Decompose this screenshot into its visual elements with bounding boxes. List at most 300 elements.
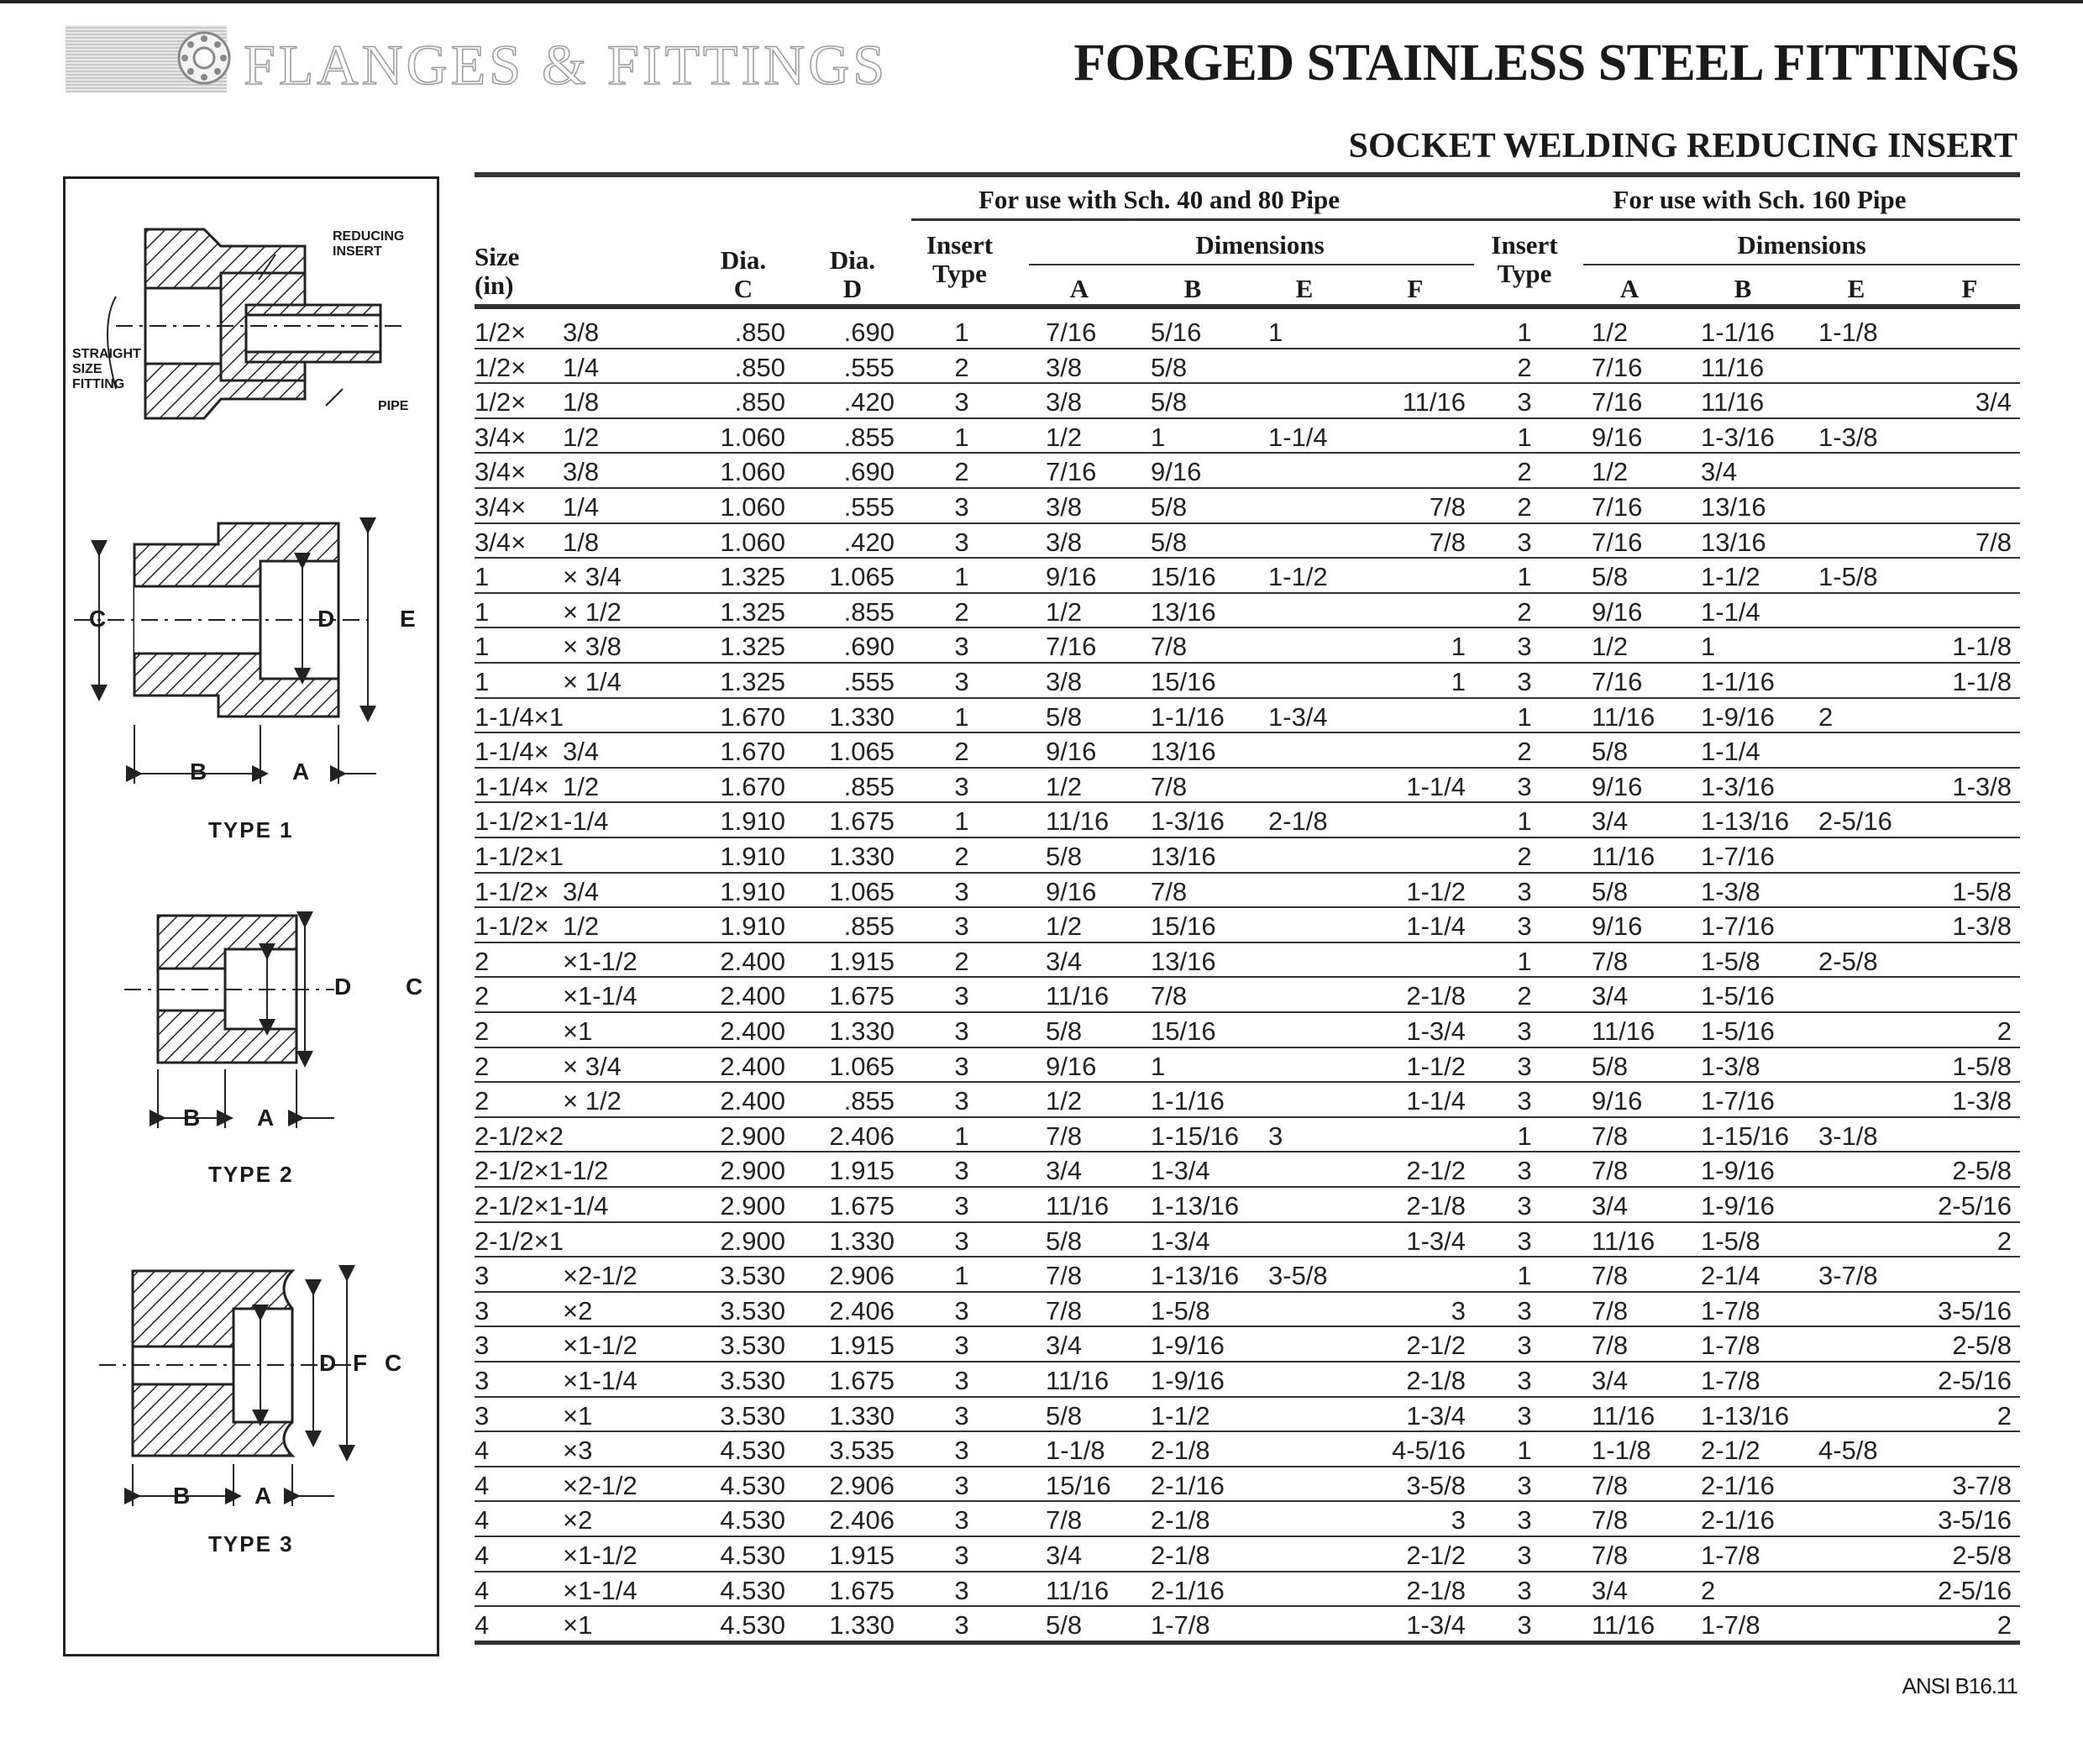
cell-d: 1.330 [829, 1016, 895, 1046]
cell-b2: 1-1/16 [1701, 667, 1775, 696]
cell-a2: 1/2 [1592, 457, 1629, 487]
cell-size-b: ×1-1/4 [563, 1366, 637, 1395]
cell-t2: 3 [1517, 632, 1532, 662]
cell-b2: 1-1/16 [1701, 318, 1775, 347]
cell-a2: 5/8 [1592, 562, 1629, 592]
cell-t2: 3 [1517, 1366, 1532, 1395]
cell-t1: 3 [954, 771, 969, 801]
cell-e1: 1 [1268, 318, 1283, 347]
cell-b2: 1-1/2 [1701, 562, 1760, 592]
table-row [475, 454, 2020, 489]
cell-b2: 1-7/8 [1701, 1295, 1760, 1326]
col-a-1: A [1069, 274, 1089, 303]
cell-b1: 1-7/8 [1151, 1610, 1210, 1641]
table-row [475, 1013, 2020, 1048]
cell-b1: 13/16 [1151, 596, 1216, 627]
cell-f2: 1-5/8 [1952, 876, 2012, 906]
standard-note: ANSI B16.11 [1902, 1673, 2017, 1698]
cell-b2: 1-1/4 [1701, 737, 1760, 767]
cell-c: 1.060 [720, 492, 785, 522]
cell-c: 4.530 [720, 1575, 785, 1605]
cell-a1: 3/8 [1046, 352, 1083, 382]
cell-b1: 7/8 [1151, 876, 1188, 906]
cell-t1: 1 [954, 318, 969, 347]
cell-f2: 3-7/8 [1952, 1470, 2012, 1500]
cell-a2: 9/16 [1592, 911, 1643, 942]
cell-b2: 11/16 [1701, 352, 1765, 382]
cell-t2: 2 [1517, 457, 1532, 487]
cell-b2: 1-7/8 [1701, 1331, 1760, 1361]
cell-b2: 1-7/8 [1701, 1610, 1760, 1641]
cell-a1: 7/16 [1046, 632, 1097, 662]
cell-size-b: × 3/4 [563, 1051, 622, 1081]
cell-size-b: 3/4 [563, 737, 600, 767]
cell-b1: 1-5/8 [1151, 1295, 1210, 1326]
cell-b1: 1-3/4 [1151, 1156, 1210, 1186]
dia-d-header: Dia. [829, 245, 876, 275]
cell-t1: 3 [954, 1016, 969, 1046]
cell-a1: 11/16 [1046, 1575, 1110, 1605]
cell-b1: 2-1/16 [1151, 1470, 1225, 1500]
cell-d: 1.675 [829, 1191, 895, 1221]
cell-size-a: 2 [475, 1051, 490, 1081]
cell-a2: 7/16 [1592, 492, 1643, 522]
cell-size-b: ×1 [563, 1016, 593, 1046]
top-border [0, 0, 2083, 3]
cell-b2: 1-7/16 [1701, 1086, 1775, 1116]
cell-b1: 2-1/8 [1151, 1436, 1210, 1466]
table-row [475, 1572, 2020, 1608]
cell-t2: 1 [1517, 1436, 1532, 1466]
cell-a1: 9/16 [1046, 562, 1097, 592]
cell-f2: 2-5/16 [1938, 1575, 2012, 1605]
cell-b2: 1-3/16 [1701, 422, 1775, 452]
cell-size-b: ×2 [563, 1295, 593, 1326]
cell-b2: 1-15/16 [1701, 1121, 1790, 1151]
cell-a1: 5/8 [1046, 1610, 1083, 1641]
type3-diagram [99, 1271, 351, 1506]
cell-size-b: 1/2 [563, 771, 600, 801]
table-row [475, 1398, 2020, 1433]
cell-size-b: 1/8 [563, 527, 600, 557]
cell-b1: 9/16 [1151, 457, 1202, 487]
cell-b2: 1-5/16 [1701, 981, 1775, 1011]
type1-label: TYPE 1 [208, 817, 294, 843]
col-e-1: E [1295, 274, 1314, 303]
cell-size-b: 1/4 [563, 492, 600, 522]
cell-a1: 3/8 [1046, 492, 1083, 522]
cell-f2: 1-5/8 [1952, 1051, 2012, 1081]
cell-d: 1.330 [829, 1610, 895, 1641]
cell-size-b: × 3/4 [563, 562, 622, 592]
cell-t1: 3 [954, 1505, 969, 1536]
cell-size-a: 4 [475, 1575, 490, 1605]
cell-f2: 2 [1996, 1400, 2012, 1431]
cell-b2: 1-9/16 [1701, 1156, 1775, 1186]
cell-t2: 1 [1517, 562, 1532, 592]
cell-a1: 15/16 [1046, 1470, 1111, 1500]
cell-f2: 7/8 [1975, 527, 2012, 557]
page-title: FORGED STAINLESS STEEL FITTINGS [1073, 34, 2019, 92]
cell-a2: 3/4 [1592, 806, 1629, 837]
cell-size-b: 3/4 [563, 876, 600, 906]
cell-t1: 3 [954, 1470, 969, 1500]
cell-size-a: 4 [475, 1505, 490, 1536]
dimensions-header-1: Dimensions [1195, 230, 1325, 260]
cell-f2: 2 [1996, 1226, 2012, 1256]
cell-c: 4.530 [720, 1541, 785, 1570]
cell-d: 1.065 [829, 737, 895, 767]
cell-t2: 1 [1517, 1261, 1532, 1291]
cell-t2: 1 [1517, 806, 1532, 837]
cell-f1: 1-3/4 [1406, 1400, 1466, 1431]
cell-a1: 3/4 [1046, 1156, 1083, 1186]
cell-t1: 3 [954, 876, 969, 906]
type1-dim-d: D [317, 606, 335, 632]
cell-t1: 3 [954, 1051, 969, 1081]
cell-size-b: × 1/2 [563, 596, 622, 627]
cell-b1: 5/8 [1151, 492, 1188, 522]
cell-c: 1.060 [720, 422, 785, 452]
cell-a2: 7/8 [1592, 1261, 1629, 1291]
cell-a2: 7/8 [1592, 946, 1629, 976]
cell-t1: 3 [954, 667, 969, 696]
cell-f2: 1-1/8 [1952, 667, 2012, 696]
cell-size-a: 3 [475, 1366, 490, 1395]
cell-a2: 5/8 [1592, 876, 1629, 906]
cell-b1: 7/8 [1151, 632, 1188, 662]
table-row [475, 1083, 2020, 1118]
cell-a2: 7/8 [1592, 1541, 1629, 1570]
cell-size-b: 1/4 [563, 352, 600, 382]
cell-t1: 1 [954, 701, 969, 732]
cell-e1: 1-3/4 [1268, 701, 1328, 732]
table-row [475, 1048, 2020, 1084]
cell-c: 2.400 [720, 1016, 785, 1046]
cell-a1: 3/4 [1046, 1331, 1083, 1361]
cell-a2: 3/4 [1592, 1366, 1629, 1395]
cell-size-a: 4 [475, 1470, 490, 1500]
cell-d: 1.915 [829, 1156, 895, 1186]
cell-t2: 3 [1517, 667, 1532, 696]
cell-b1: 5/8 [1151, 387, 1188, 417]
cell-size-b: ×3 [563, 1436, 593, 1466]
cell-t2: 1 [1517, 946, 1532, 976]
cell-c: 1.060 [720, 457, 785, 487]
cell-b1: 1-3/4 [1151, 1226, 1210, 1256]
cell-size-a: 2 [475, 981, 490, 1011]
type1-dim-b: B [190, 759, 207, 785]
table-row [475, 489, 2020, 524]
size-unit: (in) [475, 270, 514, 300]
cell-t2: 3 [1517, 1400, 1532, 1431]
brand-name: FLANGES & FITTINGS [244, 33, 889, 97]
cell-b2: 1-1/4 [1701, 596, 1760, 627]
diagram-panel [63, 176, 439, 1656]
cell-b2: 1-9/16 [1701, 1191, 1775, 1221]
cell-a2: 9/16 [1592, 771, 1643, 801]
cell-b1: 2-1/8 [1151, 1505, 1210, 1536]
cell-e2: 2-5/8 [1818, 946, 1878, 976]
cell-f1: 1 [1451, 632, 1466, 662]
cell-e2: 2-5/16 [1818, 806, 1892, 837]
cell-f1: 3-5/8 [1406, 1470, 1466, 1500]
cell-a2: 11/16 [1592, 701, 1655, 732]
cell-size-a: 1-1/2×1 [475, 842, 564, 871]
cell-size-a: 1/2× [475, 318, 527, 347]
cell-b1: 15/16 [1151, 562, 1216, 592]
cell-c: 2.400 [720, 981, 785, 1011]
table-row [475, 1502, 2020, 1537]
cell-t1: 1 [954, 422, 969, 452]
cell-size-a: 1/2× [475, 387, 527, 417]
cell-c: 4.530 [720, 1610, 785, 1641]
cell-e1: 3 [1268, 1121, 1283, 1151]
cell-c: 2.900 [720, 1156, 785, 1186]
cell-d: .855 [843, 911, 895, 942]
cell-c: 1.325 [720, 596, 785, 627]
cell-t1: 2 [954, 457, 969, 487]
cell-e2: 3-1/8 [1818, 1121, 1878, 1151]
cell-b1: 5/16 [1151, 318, 1202, 347]
cell-size-a: 2-1/2×2 [475, 1121, 564, 1151]
cell-t2: 3 [1517, 1191, 1532, 1221]
cell-t2: 1 [1517, 1121, 1532, 1151]
page-subtitle: SOCKET WELDING REDUCING INSERT [1348, 127, 2017, 165]
flange-emblem-icon [173, 27, 235, 89]
cell-t2: 3 [1517, 1610, 1532, 1641]
cell-t1: 3 [954, 911, 969, 942]
cell-d: .855 [843, 771, 895, 801]
table-row [475, 1293, 2020, 1328]
cell-f1: 1-3/4 [1406, 1226, 1466, 1256]
cell-d: 1.915 [829, 946, 895, 976]
table-row [475, 943, 2020, 979]
cell-c: .850 [734, 387, 785, 417]
cell-a1: 9/16 [1046, 1051, 1097, 1081]
cell-t2: 3 [1517, 1470, 1532, 1500]
cell-t1: 3 [954, 1191, 969, 1221]
cell-c: 3.530 [720, 1295, 785, 1326]
cell-d: 1.675 [829, 1366, 895, 1395]
cell-size-a: 1/2× [475, 352, 527, 382]
cell-f2: 1-3/8 [1952, 1086, 2012, 1116]
cell-b2: 1-13/16 [1701, 806, 1790, 837]
cell-t2: 2 [1517, 492, 1532, 522]
type3-dim-d: D [319, 1350, 337, 1376]
cell-a2: 7/8 [1592, 1156, 1629, 1186]
cell-size-b: × 1/2 [563, 1086, 622, 1116]
cell-b1: 1 [1151, 1051, 1166, 1081]
cell-t1: 2 [954, 352, 969, 382]
cell-t2: 3 [1517, 1575, 1532, 1605]
cell-e1: 1-1/4 [1268, 422, 1328, 452]
cell-size-a: 3/4× [475, 457, 527, 487]
cell-a1: 3/4 [1046, 946, 1083, 976]
cell-b2: 1-13/16 [1701, 1400, 1790, 1431]
group-rule [911, 218, 2020, 221]
cell-e1: 1-1/2 [1268, 562, 1328, 592]
cell-b2: 1-9/16 [1701, 701, 1775, 732]
cell-f1: 11/16 [1402, 387, 1466, 417]
cell-a1: 11/16 [1046, 806, 1110, 837]
cell-t2: 3 [1517, 527, 1532, 557]
cell-b2: 1-7/8 [1701, 1366, 1760, 1395]
cell-size-b: 1/8 [563, 387, 600, 417]
cell-size-a: 1 [475, 667, 490, 696]
cell-t2: 2 [1517, 842, 1532, 871]
cell-d: 1.915 [829, 1331, 895, 1361]
cell-a1: 1/2 [1046, 1086, 1083, 1116]
cell-t1: 2 [954, 596, 969, 627]
type2-dim-a: A [257, 1105, 275, 1131]
cell-a2: 7/8 [1592, 1295, 1629, 1326]
cell-c: 3.530 [720, 1366, 785, 1395]
cell-f2: 3/4 [1975, 387, 2012, 417]
cell-b2: 13/16 [1701, 492, 1766, 522]
type-header-2: Type [1497, 259, 1552, 288]
cell-t1: 1 [954, 1121, 969, 1151]
cell-a2: 5/8 [1592, 737, 1629, 767]
cell-d: .555 [843, 492, 895, 522]
cell-t1: 3 [954, 1575, 969, 1605]
table-row [475, 628, 2020, 664]
cell-f2: 2-5/16 [1938, 1191, 2012, 1221]
cell-a1: 5/8 [1046, 701, 1083, 732]
cell-t2: 3 [1517, 1505, 1532, 1536]
cell-d: .420 [843, 387, 895, 417]
cell-f1: 1-1/4 [1406, 771, 1466, 801]
cell-a2: 9/16 [1592, 422, 1643, 452]
cell-b2: 1-5/16 [1701, 1016, 1775, 1046]
col-f-1: F [1407, 274, 1424, 303]
cell-t1: 1 [954, 1261, 969, 1291]
cell-a2: 9/16 [1592, 596, 1643, 627]
table-row [475, 1257, 2020, 1293]
cell-b1: 1-1/16 [1151, 1086, 1225, 1116]
cell-t1: 3 [954, 1436, 969, 1466]
type2-dim-c: C [406, 974, 423, 1000]
cell-t2: 3 [1517, 387, 1532, 417]
cell-t2: 3 [1517, 1016, 1532, 1046]
cell-t1: 3 [954, 492, 969, 522]
type3-dim-f: F [353, 1350, 368, 1376]
cell-t1: 3 [954, 1156, 969, 1186]
cell-f2: 1-3/8 [1952, 771, 2012, 801]
cell-size-a: 1-1/2× [475, 876, 549, 906]
cell-c: 1.325 [720, 632, 785, 662]
type1-diagram [74, 523, 376, 784]
cell-t2: 2 [1517, 352, 1532, 382]
cell-t1: 2 [954, 737, 969, 767]
table-row [475, 664, 2020, 699]
cell-b1: 1-9/16 [1151, 1331, 1225, 1361]
cell-b1: 1-15/16 [1151, 1121, 1240, 1151]
cell-e1: 2-1/8 [1268, 806, 1328, 837]
cell-a1: 3/8 [1046, 527, 1083, 557]
cell-size-a: 3/4× [475, 527, 527, 557]
dim-rule-2 [1583, 264, 2020, 265]
table-row [475, 769, 2020, 804]
type-header-1: Type [932, 259, 987, 288]
cell-f2: 2 [1996, 1610, 2012, 1641]
cell-f1: 1 [1451, 667, 1466, 696]
cell-f1: 3 [1451, 1295, 1466, 1326]
cell-a1: 7/16 [1046, 318, 1097, 347]
cell-b1: 2-1/8 [1151, 1541, 1210, 1570]
col-b-2: B [1734, 274, 1752, 303]
cell-size-b: ×1-1/2 [563, 1331, 637, 1361]
cell-a1: 11/16 [1046, 1191, 1110, 1221]
brand-logo [66, 22, 889, 97]
table-row [475, 978, 2020, 1013]
cell-d: .690 [843, 318, 895, 347]
cell-t2: 1 [1517, 318, 1532, 347]
cell-t1: 3 [954, 981, 969, 1011]
cell-size-b: × 1/4 [563, 667, 622, 696]
table-row [475, 384, 2020, 419]
cell-size-a: 2-1/2×1-1/2 [475, 1156, 609, 1186]
cell-size-b: 1/2 [563, 911, 600, 942]
cell-d: .855 [843, 422, 895, 452]
cell-size-a: 3 [475, 1331, 490, 1361]
cell-d: 2.906 [829, 1261, 895, 1291]
cell-b1: 1-1/16 [1151, 701, 1225, 732]
cell-f1: 1-3/4 [1406, 1610, 1466, 1641]
cell-e2: 2 [1818, 701, 1834, 732]
cell-size-a: 2 [475, 1016, 490, 1046]
cell-b2: 1-3/16 [1701, 771, 1775, 801]
cell-d: .690 [843, 632, 895, 662]
cell-f2: 2-5/16 [1938, 1366, 2012, 1395]
cell-e1: 3-5/8 [1268, 1261, 1328, 1291]
cell-a2: 7/8 [1592, 1331, 1629, 1361]
cell-b2: 13/16 [1701, 527, 1766, 557]
size-header: Size [475, 242, 520, 271]
cell-a2: 11/16 [1592, 1226, 1655, 1256]
cell-size-b: ×2-1/2 [563, 1470, 637, 1500]
cell-a2: 7/16 [1592, 352, 1643, 382]
cell-b2: 1-5/8 [1701, 946, 1760, 976]
table-row [475, 524, 2020, 559]
cell-f1: 2-1/2 [1406, 1541, 1466, 1570]
cell-d: 1.915 [829, 1541, 895, 1570]
group-header-sch160: For use with Sch. 160 Pipe [1613, 185, 1907, 214]
cell-size-a: 4 [475, 1610, 490, 1641]
table-bottom-rule [475, 1641, 2020, 1645]
col-a-2: A [1619, 274, 1640, 303]
type3-dim-b: B [173, 1483, 191, 1509]
cell-a1: 5/8 [1046, 842, 1083, 871]
cell-d: 2.906 [829, 1470, 895, 1500]
table-row [475, 1537, 2020, 1572]
cell-t1: 3 [954, 1086, 969, 1116]
cell-size-a: 3 [475, 1400, 490, 1431]
cell-f1: 1-1/2 [1406, 1051, 1466, 1081]
cell-e2: 4-5/8 [1818, 1436, 1878, 1466]
dim-rule-1 [1029, 264, 1474, 265]
table-row [475, 1118, 2020, 1153]
group-header-sch40: For use with Sch. 40 and 80 Pipe [978, 185, 1341, 214]
cell-f1: 4-5/16 [1392, 1436, 1466, 1466]
cell-d: .690 [843, 457, 895, 487]
cell-b2: 1-5/8 [1701, 1226, 1760, 1256]
cell-size-a: 1-1/2×1-1/4 [475, 806, 609, 837]
label-pipe: PIPE [378, 399, 409, 413]
cell-size-b: 1/2 [563, 422, 600, 452]
cell-f2: 2 [1996, 1016, 2012, 1046]
cell-c: 4.530 [720, 1436, 785, 1466]
